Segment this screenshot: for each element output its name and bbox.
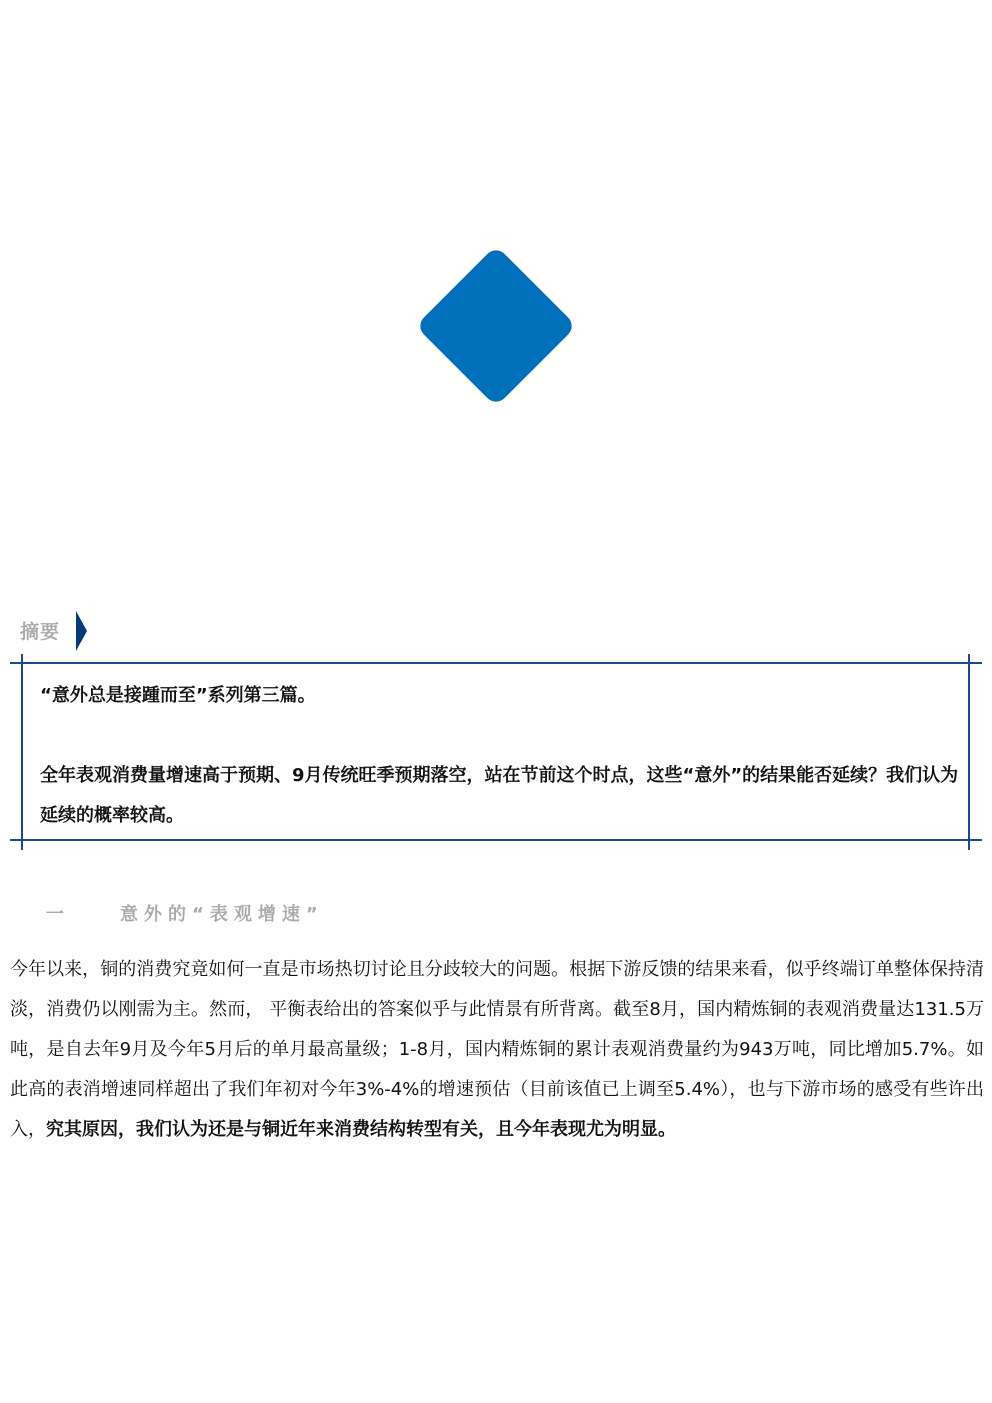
abstract-top-rule [10, 662, 982, 664]
abstract-paragraph-2: 全年表观消费量增速高于预期、9月传统旺季预期落空，站在节前这个时点，这些“意外”的结果能否延续？我们认为延续的概率较高。 [40, 765, 959, 826]
abstract-box [40, 676, 960, 836]
abstract-bottom-rule [10, 839, 982, 841]
abstract-paragraph-1: “意外总是接踵而至”系列第三篇。 [40, 685, 316, 706]
abstract-left-rule [21, 654, 23, 850]
section-heading [46, 900, 324, 926]
body-text-plain: 今年以来，铜的消费究竟如何一直是市场热切讨论且分歧较大的问题。根据下游反馈的结果来看，似乎终端订单整体保持清淡，消费仍以刚需为主。然而， 平衡表给出的答案似乎与此情景有所背离。截至8月，国内精炼铜的表观消费量达131.5万吨，是自去年9月及今年5月后的单月最高量级；1-8月，国内精炼铜的累计表观消费量约为943万吨，同比增加5.7%。如此高的表消增速同样超出了我们年初对今年3%-4%的增速预估（目前该值已上调至5.4%），也与下游市场的感受有些许出入， [10, 959, 984, 1140]
body-paragraph [10, 950, 984, 1150]
body-text-bold: 究其原因，我们认为还是与铜近年来消费结构转型有关，且今年表现尤为明显。 [46, 1119, 676, 1140]
section-number: 一 [46, 904, 64, 925]
section-title: 意外的“表观增速” [120, 904, 324, 925]
abstract-arrow-icon [76, 611, 87, 651]
abstract-right-rule [968, 654, 970, 850]
logo-diamond [415, 245, 576, 406]
abstract-label: 摘要 [20, 621, 61, 643]
